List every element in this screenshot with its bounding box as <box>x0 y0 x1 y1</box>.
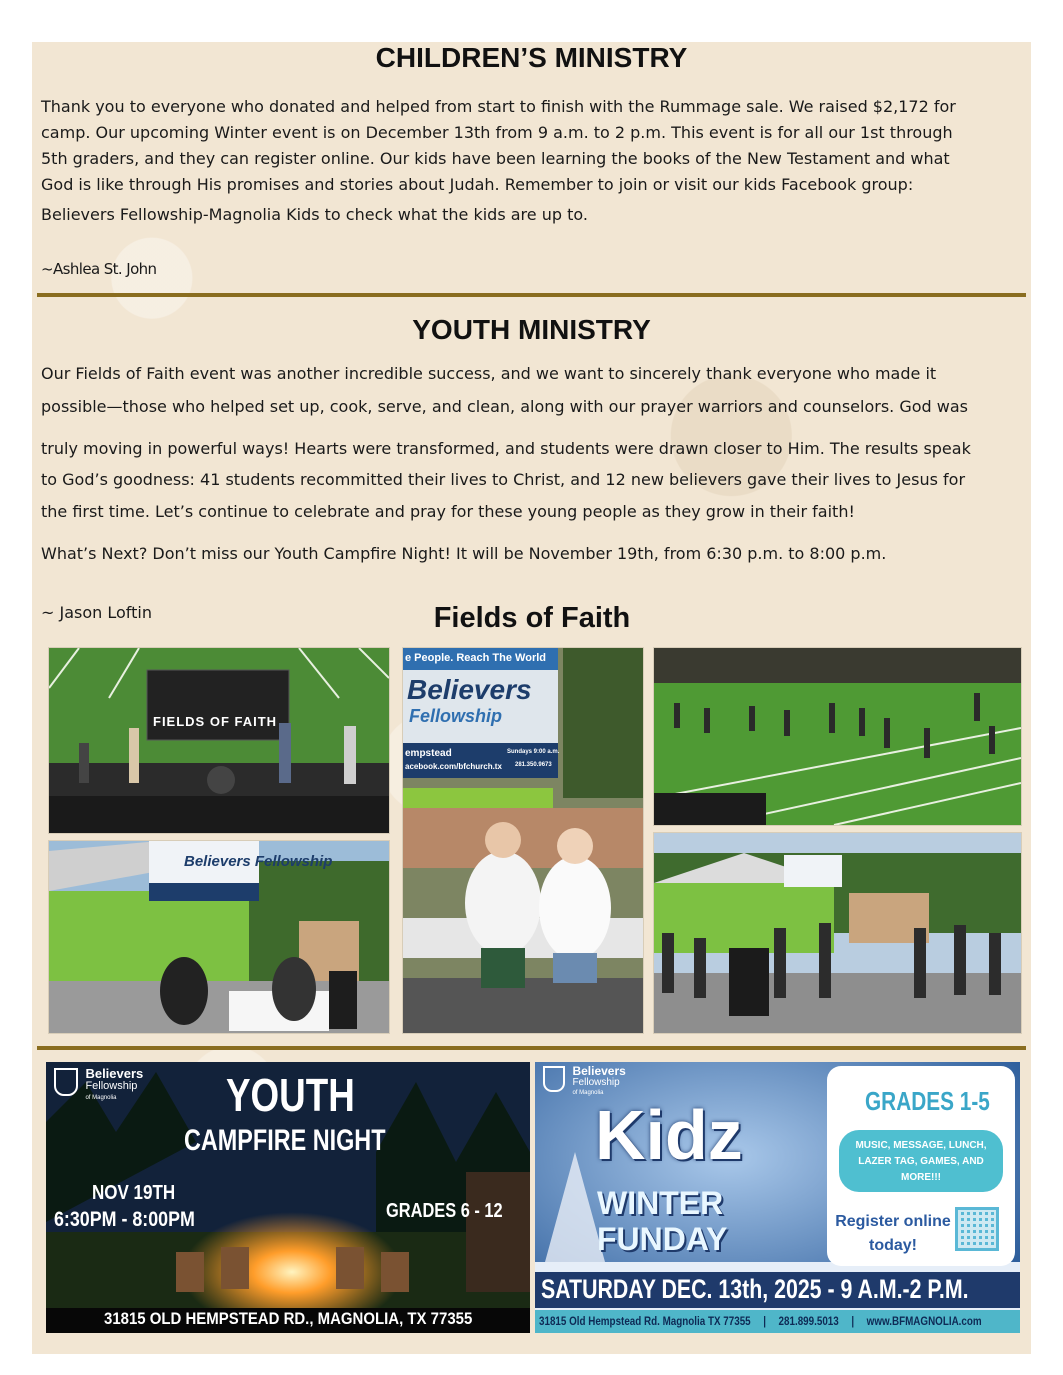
photo-tent-grill <box>48 840 390 1034</box>
youth-flyer-date: NOV 19TH <box>92 1182 176 1204</box>
youth-flyer-address: 31815 OLD HEMPSTEAD RD., MAGNOLIA, TX 77355 <box>104 1309 473 1328</box>
kidz-flyer-footer <box>539 1314 982 1328</box>
sign-main-text: Believers <box>407 674 532 705</box>
logo-small-text: of Magnolia <box>85 1095 117 1101</box>
logo-sub-text: Fellowship <box>85 1080 138 1092</box>
youth-flyer-subtitle: CAMPFIRE NIGHT <box>184 1124 386 1157</box>
logo-main-text: Believers <box>572 1064 626 1078</box>
photo-stage-band <box>48 647 390 834</box>
kidz-flyer-title: Kidz <box>595 1096 743 1174</box>
kidz-flyer-activities: MUSIC, MESSAGE, LUNCH, LAZER TAG, GAMES, AND MORE!!! <box>855 1140 987 1183</box>
kidz-flyer-phone: 281.899.5013 <box>778 1314 839 1328</box>
sign-line-text: empstead <box>405 748 452 759</box>
youth-ministry-heading: YOUTH MINISTRY <box>412 314 651 345</box>
logo-small-text: of Magnolia <box>572 1090 604 1096</box>
logo-main-text: Believers <box>85 1066 144 1081</box>
sign-sunday-text: Sundays 9:00 a.m. <box>507 749 560 755</box>
kidz-flyer-register: Register online today! <box>835 1213 951 1254</box>
kidz-flyer-web: www.BFMAGNOLIA.com <box>866 1314 982 1328</box>
youth-line: possible—those who helped set up, cook, serve, and clean, along with our prayer warriors and counselors. God was <box>41 397 968 416</box>
youth-flyer-logo <box>54 1068 143 1104</box>
youth-flyer-title: YOUTH <box>226 1069 355 1121</box>
section-divider <box>37 1046 1026 1050</box>
childrens-paragraph <box>41 94 1016 198</box>
photo-girls-sign <box>402 647 644 1034</box>
youth-flyer-grades: GRADES 6 - 12 <box>386 1200 503 1222</box>
photo-tent-parking <box>653 832 1022 1034</box>
kidz-flyer-logo <box>543 1066 626 1099</box>
kidz-flyer-grades: GRADES 1-5 <box>865 1086 990 1116</box>
sign-top-text: e People. Reach The World <box>405 652 546 664</box>
kidz-flyer-address: 31815 Old Hempstead Rd. Magnolia TX 77355 <box>539 1314 751 1328</box>
logo-sub-text: Fellowship <box>572 1077 620 1088</box>
childrens-line: God is like through His promises and stories about Judah. Remember to join or visit our kids Facebook group: <box>41 175 914 194</box>
kidz-winter-flyer <box>535 1062 1020 1333</box>
childrens-line: 5th graders, and they can register online. Our kids have been learning the books of the New Testament and what <box>41 149 950 168</box>
childrens-ministry-heading: CHILDREN’S MINISTRY <box>375 42 688 73</box>
section-divider <box>37 293 1026 297</box>
childrens-line: camp. Our upcoming Winter event is on December 13th from 9 a.m. to 2 p.m. This event is for all our 1st through <box>41 123 953 142</box>
tent-sign-text: Believers Fellowship <box>184 853 333 870</box>
youth-line: the first time. Let’s continue to celebrate and pray for these young people as they grow in their faith! <box>41 502 855 521</box>
photo-football-field <box>653 647 1022 826</box>
gallery-title: Fields of Faith <box>433 602 631 634</box>
childrens-line: Thank you to everyone who donated and helped from start to finish with the Rummage sale. We raised $2,172 for <box>41 97 956 116</box>
youth-line: to God’s goodness: 41 students recommitted their lives to Christ, and 12 new believers gave their lives to Jesus for <box>41 470 966 489</box>
logo-shield-icon <box>54 1068 78 1096</box>
youth-flyer-time: 6:30PM - 8:00PM <box>54 1208 195 1231</box>
youth-line: truly moving in powerful ways! Hearts were transformed, and students were drawn closer to Him. The results speak <box>41 439 971 458</box>
logo-shield-icon <box>543 1066 565 1092</box>
youth-line: What’s Next? Don’t miss our Youth Campfire Night! It will be November 19th, from 6:30 p.m. to 8:00 p.m. <box>41 544 887 563</box>
kidz-flyer-line1: WINTER <box>597 1185 724 1221</box>
footer-separator: | <box>851 1314 855 1328</box>
youth-campfire-flyer <box>46 1062 530 1333</box>
stage-banner-text: FIELDS OF FAITH <box>153 714 278 729</box>
footer-separator: | <box>763 1314 766 1328</box>
sign-sub-text: Fellowship <box>409 706 503 726</box>
youth-line: Our Fields of Faith event was another incredible success, and we want to sincerely thank everyone who made it <box>41 364 937 383</box>
kidz-flyer-date-bar: SATURDAY DEC. 13th, 2025 - 9 A.M.-2 P.M. <box>541 1274 969 1304</box>
youth-signature: ~ Jason Loftin <box>41 603 152 622</box>
newsletter-page <box>32 42 1031 1354</box>
childrens-line: Believers Fellowship-Magnolia Kids to check what the kids are up to. <box>41 205 588 224</box>
kidz-flyer-line2: FUNDAY <box>597 1221 728 1257</box>
sign-phone-text: 281.350.9673 <box>515 762 552 768</box>
childrens-signature: ~Ashlea St. John <box>41 260 157 278</box>
qr-code-icon <box>958 1210 996 1248</box>
sign-line2-text: acebook.com/bfchurch.tx <box>405 762 502 771</box>
